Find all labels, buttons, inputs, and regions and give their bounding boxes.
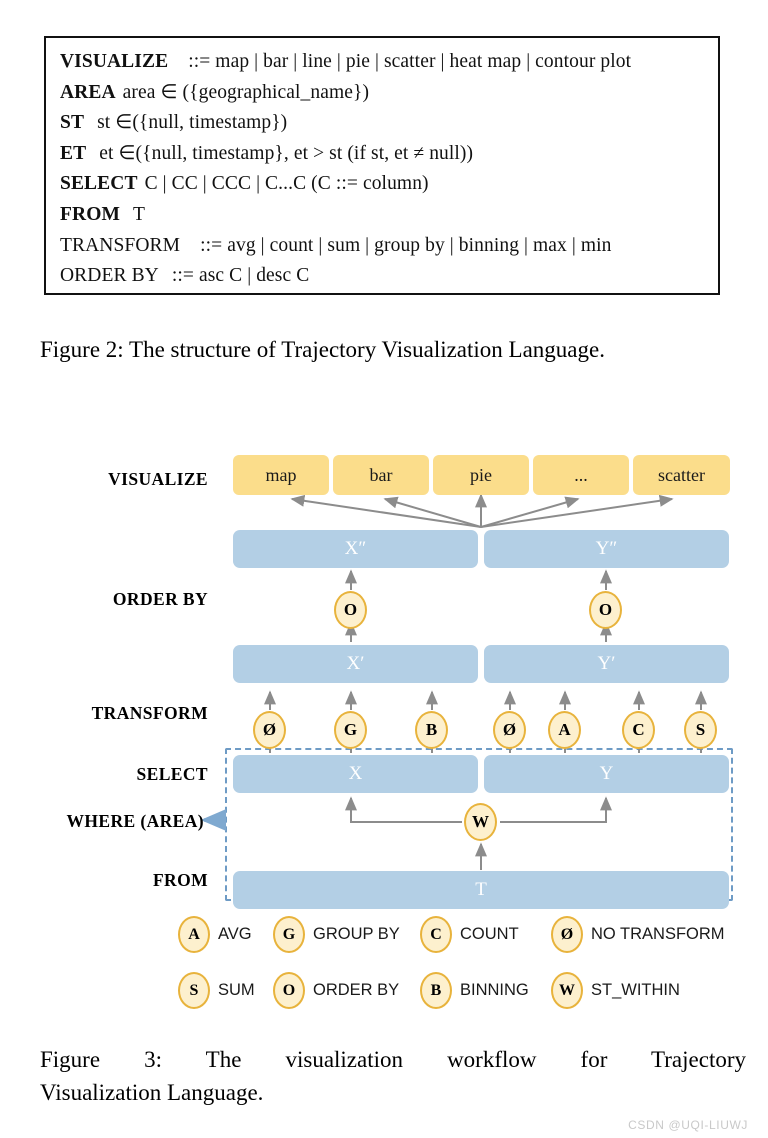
row-label-order-by: ORDER BY <box>112 589 208 609</box>
legend-item-avg <box>178 916 252 953</box>
grammar-line <box>60 108 706 139</box>
grammar-body: C | CC | CCC | C...C (C ::= column) <box>144 173 429 195</box>
legend-symbol-st-within-icon: W <box>551 972 583 1009</box>
legend-symbol-order-by-icon: O <box>273 972 305 1009</box>
legend-symbol-binning-icon: B <box>420 972 452 1009</box>
grammar-box <box>44 36 720 295</box>
legend-item-count <box>420 916 519 953</box>
grammar-keyword: ST <box>60 112 85 134</box>
legend-item-binning <box>420 972 529 1009</box>
grammar-line <box>60 169 706 200</box>
legend-symbol-avg-icon: A <box>178 916 210 953</box>
figure2-caption: Figure 2: The structure of Trajectory Visualization Language. <box>40 337 605 362</box>
legend-label-st-within: ST_WITHIN <box>591 981 680 999</box>
grammar-body: ::= map | bar | line | pie | scatter | heat map | contour plot <box>188 51 632 72</box>
legend-symbol-sum-icon: S <box>178 972 210 1009</box>
row-label-from: FROM <box>152 870 208 890</box>
row-label-visualize: VISUALIZE <box>108 469 208 489</box>
grammar-line <box>60 47 706 78</box>
transform-node-y-4[interactable]: S <box>684 711 717 749</box>
transform-node-y-2[interactable]: A <box>548 711 581 749</box>
grammar-line <box>60 139 706 170</box>
legend-label-sum: SUM <box>218 981 255 999</box>
bar-select-x[interactable]: X <box>233 755 478 793</box>
grammar-keyword: AREA <box>60 81 116 103</box>
grammar-line <box>60 261 706 292</box>
bar-from-t[interactable]: T <box>233 871 729 909</box>
grammar-body: T <box>132 203 145 225</box>
grammar-body: et ∈({null, timestamp}, et > st (if st, et ≠ null)) <box>99 142 474 164</box>
grammar-line <box>60 231 706 262</box>
legend-symbol-no-transform-icon: Ø <box>551 916 583 953</box>
grammar-body: ::= avg | count | sum | group by | binning | max | min <box>200 234 612 256</box>
transform-node-x-2[interactable]: G <box>334 711 367 749</box>
legend-label-binning: BINNING <box>460 981 529 999</box>
row-label-where-area: WHERE (AREA) <box>66 811 204 831</box>
visualize-option-pie[interactable]: pie <box>433 455 529 495</box>
legend-item-order-by <box>273 972 399 1009</box>
legend-label-no-transform: NO TRANSFORM <box>591 925 725 943</box>
grammar-line <box>60 78 706 109</box>
figure3-caption-line2: Visualization Language. <box>40 1080 264 1105</box>
row-label-transform: TRANSFORM <box>91 703 208 723</box>
where-node-w[interactable]: W <box>464 803 497 841</box>
transform-node-y-3[interactable]: C <box>622 711 655 749</box>
legend-item-group-by <box>273 916 400 953</box>
legend-item-sum <box>178 972 255 1009</box>
bar-x-single-prime[interactable]: X′ <box>233 645 478 683</box>
grammar-line <box>60 200 706 231</box>
grammar-body: ::= asc C | desc C <box>171 265 310 287</box>
grammar-keyword: ORDER BY <box>60 265 159 287</box>
grammar-keyword: ET <box>60 142 87 164</box>
legend <box>0 900 768 1020</box>
bar-y-double-prime[interactable]: Y″ <box>484 530 729 568</box>
grammar-keyword: TRANSFORM <box>60 234 181 256</box>
legend-label-avg: AVG <box>218 925 252 943</box>
legend-item-st-within <box>551 972 680 1009</box>
grammar-body: area ∈ ({geographical_name}) <box>122 81 370 103</box>
legend-label-count: COUNT <box>460 925 519 943</box>
watermark: CSDN @UQI-LIUWJ <box>628 1118 748 1132</box>
visualize-option-scatter[interactable]: scatter <box>633 455 730 495</box>
transform-node-x-3[interactable]: B <box>415 711 448 749</box>
transform-node-y-1[interactable]: Ø <box>493 711 526 749</box>
visualize-option-map[interactable]: map <box>233 455 329 495</box>
visualize-option-ellipsis[interactable]: ... <box>533 455 629 495</box>
visualize-option-bar[interactable]: bar <box>333 455 429 495</box>
row-label-select: SELECT <box>136 764 208 784</box>
bar-select-y[interactable]: Y <box>484 755 729 793</box>
legend-label-group-by: GROUP BY <box>313 925 400 943</box>
legend-label-order-by: ORDER BY <box>313 981 400 999</box>
legend-item-no-transform <box>551 916 725 953</box>
legend-symbol-count-icon: C <box>420 916 452 953</box>
order-by-node-x[interactable]: O <box>334 591 367 629</box>
figure3-caption <box>40 1043 746 1109</box>
bar-y-single-prime[interactable]: Y′ <box>484 645 729 683</box>
legend-symbol-group-by-icon: G <box>273 916 305 953</box>
transform-node-x-1[interactable]: Ø <box>253 711 286 749</box>
grammar-keyword: FROM <box>60 203 120 225</box>
grammar-body: st ∈({null, timestamp}) <box>97 112 288 134</box>
figure3-caption-line1: Figure 3: The visualization workflow for Trajectory <box>40 1047 746 1072</box>
grammar-keyword: SELECT <box>60 173 138 195</box>
bar-x-double-prime[interactable]: X″ <box>233 530 478 568</box>
grammar-keyword: VISUALIZE <box>60 51 169 72</box>
order-by-node-y[interactable]: O <box>589 591 622 629</box>
